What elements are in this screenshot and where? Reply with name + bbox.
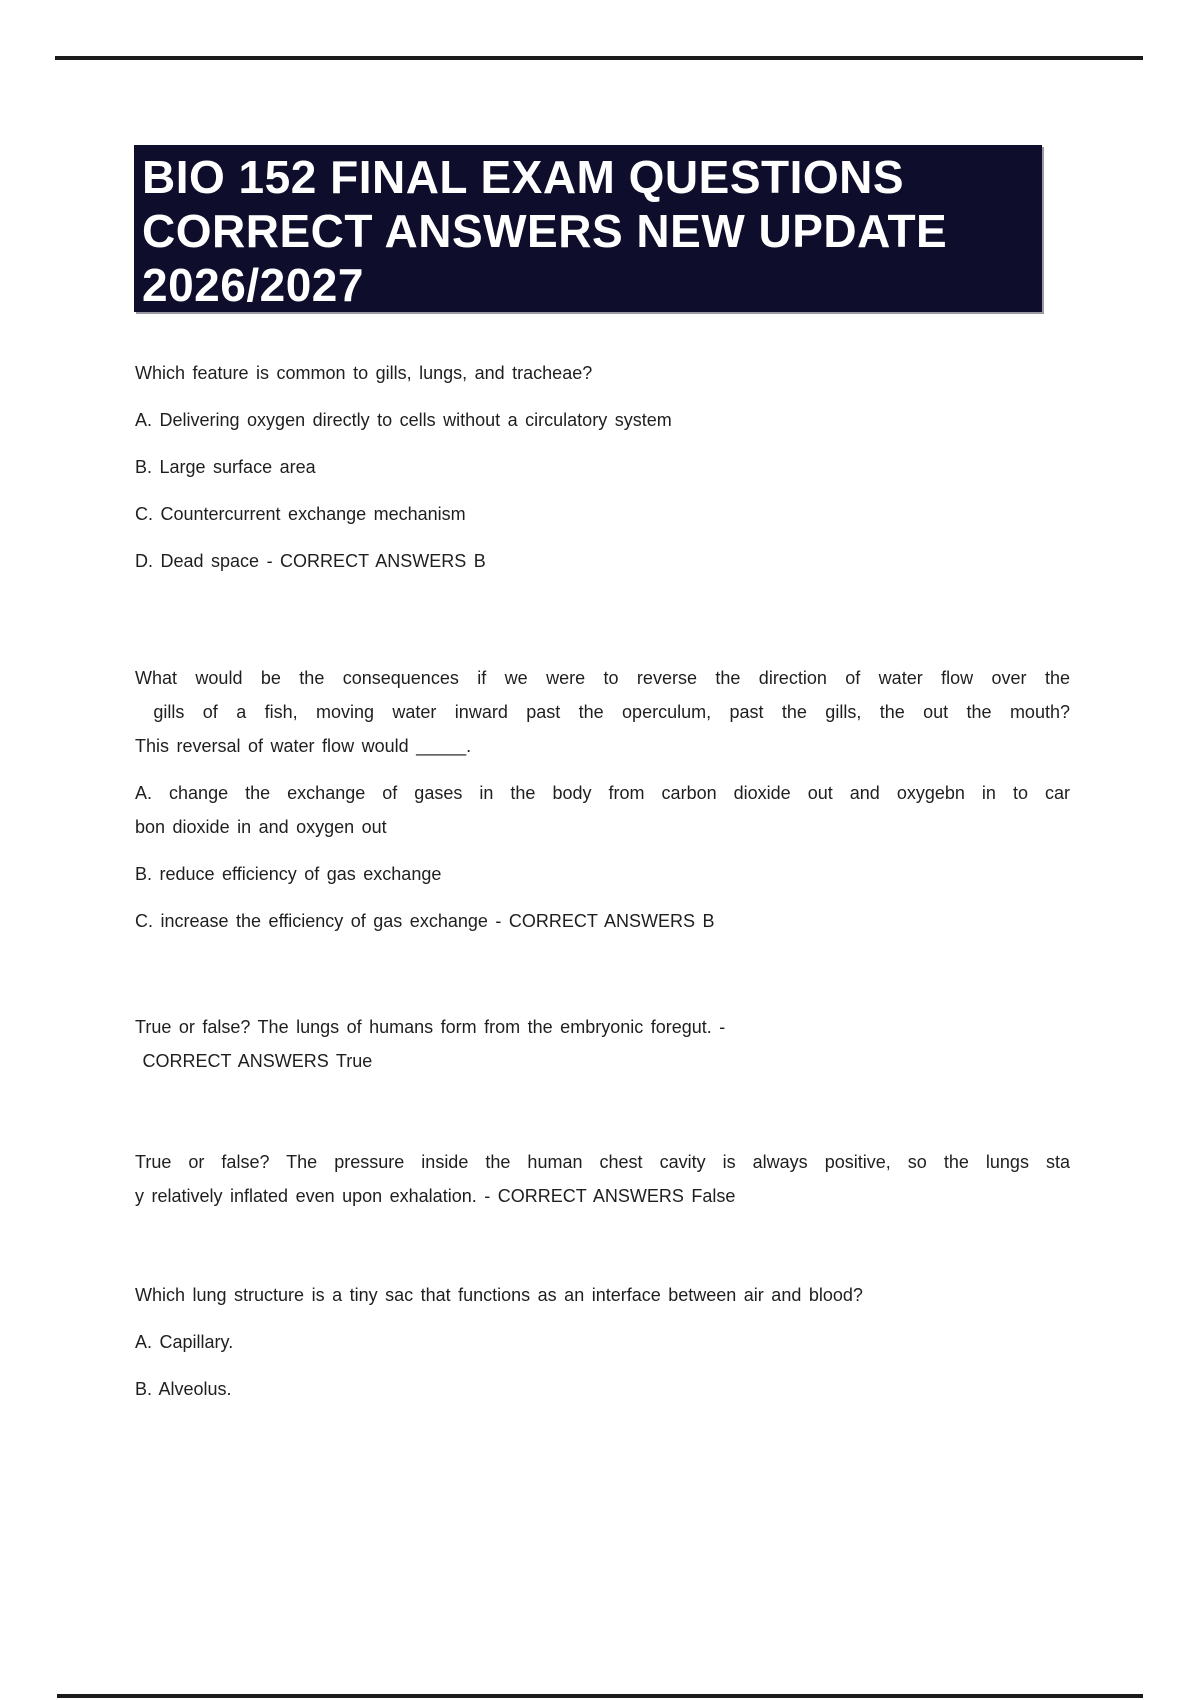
text-line: C. Countercurrent exchange mechanism [135,504,466,524]
text-line: True or false? The pressure inside the human chest cavity is always positive, so the lungs sta [135,1152,1070,1172]
paragraph [135,776,1070,844]
paragraph [135,1278,1070,1312]
title-line-1: BIO 152 FINAL EXAM QUESTIONS [142,151,905,203]
question-block [135,356,1070,578]
paragraph [135,661,1070,763]
top-rule [55,56,1143,60]
text-line: y relatively inflated even upon exhalation. - CORRECT ANSWERS False [135,1186,736,1206]
text-line: Which lung structure is a tiny sac that functions as an interface between air and blood? [135,1285,863,1305]
text-line: A. Capillary. [135,1332,234,1352]
title-line-2: CORRECT ANSWERS NEW UPDATE [142,205,948,257]
paragraph [135,1010,1070,1078]
text-line: A. change the exchange of gases in the body from carbon dioxide out and oxygebn in to car [135,783,1070,803]
text-line: A. Delivering oxygen directly to cells without a circulatory system [135,410,672,430]
text-line: This reversal of water flow would _____. [135,736,472,756]
text-line: B. Alveolus. [135,1379,232,1399]
question-block [135,1010,1070,1078]
text-line: What would be the consequences if we were to reverse the direction of water flow over the [135,668,1070,688]
paragraph [135,544,1070,578]
text-line: D. Dead space - CORRECT ANSWERS B [135,551,486,571]
paragraph [135,857,1070,891]
text-line: gills of a fish, moving water inward past the operculum, past the gills, the out the mouth? [135,702,1070,722]
paragraph [135,1325,1070,1359]
text-line: B. Large surface area [135,457,316,477]
paragraph [135,497,1070,531]
question-block [135,1278,1070,1406]
text-line: B. reduce efficiency of gas exchange [135,864,442,884]
text-line: C. increase the efficiency of gas exchange - CORRECT ANSWERS B [135,911,715,931]
bottom-rule [57,1694,1143,1698]
text-line: Which feature is common to gills, lungs, and tracheae? [135,363,593,383]
question-block [135,661,1070,938]
paragraph [135,403,1070,437]
question-block [135,1145,1070,1213]
text-line: CORRECT ANSWERS True [135,1051,373,1071]
paragraph [135,904,1070,938]
text-line: bon dioxide in and oxygen out [135,817,387,837]
title-banner [134,145,1042,312]
title-line-3: 2026/2027 [142,259,364,311]
paragraph [135,450,1070,484]
paragraph [135,356,1070,390]
paragraph [135,1145,1070,1213]
paragraph [135,1372,1070,1406]
text-line: True or false? The lungs of humans form from the embryonic foregut. - [135,1017,726,1037]
